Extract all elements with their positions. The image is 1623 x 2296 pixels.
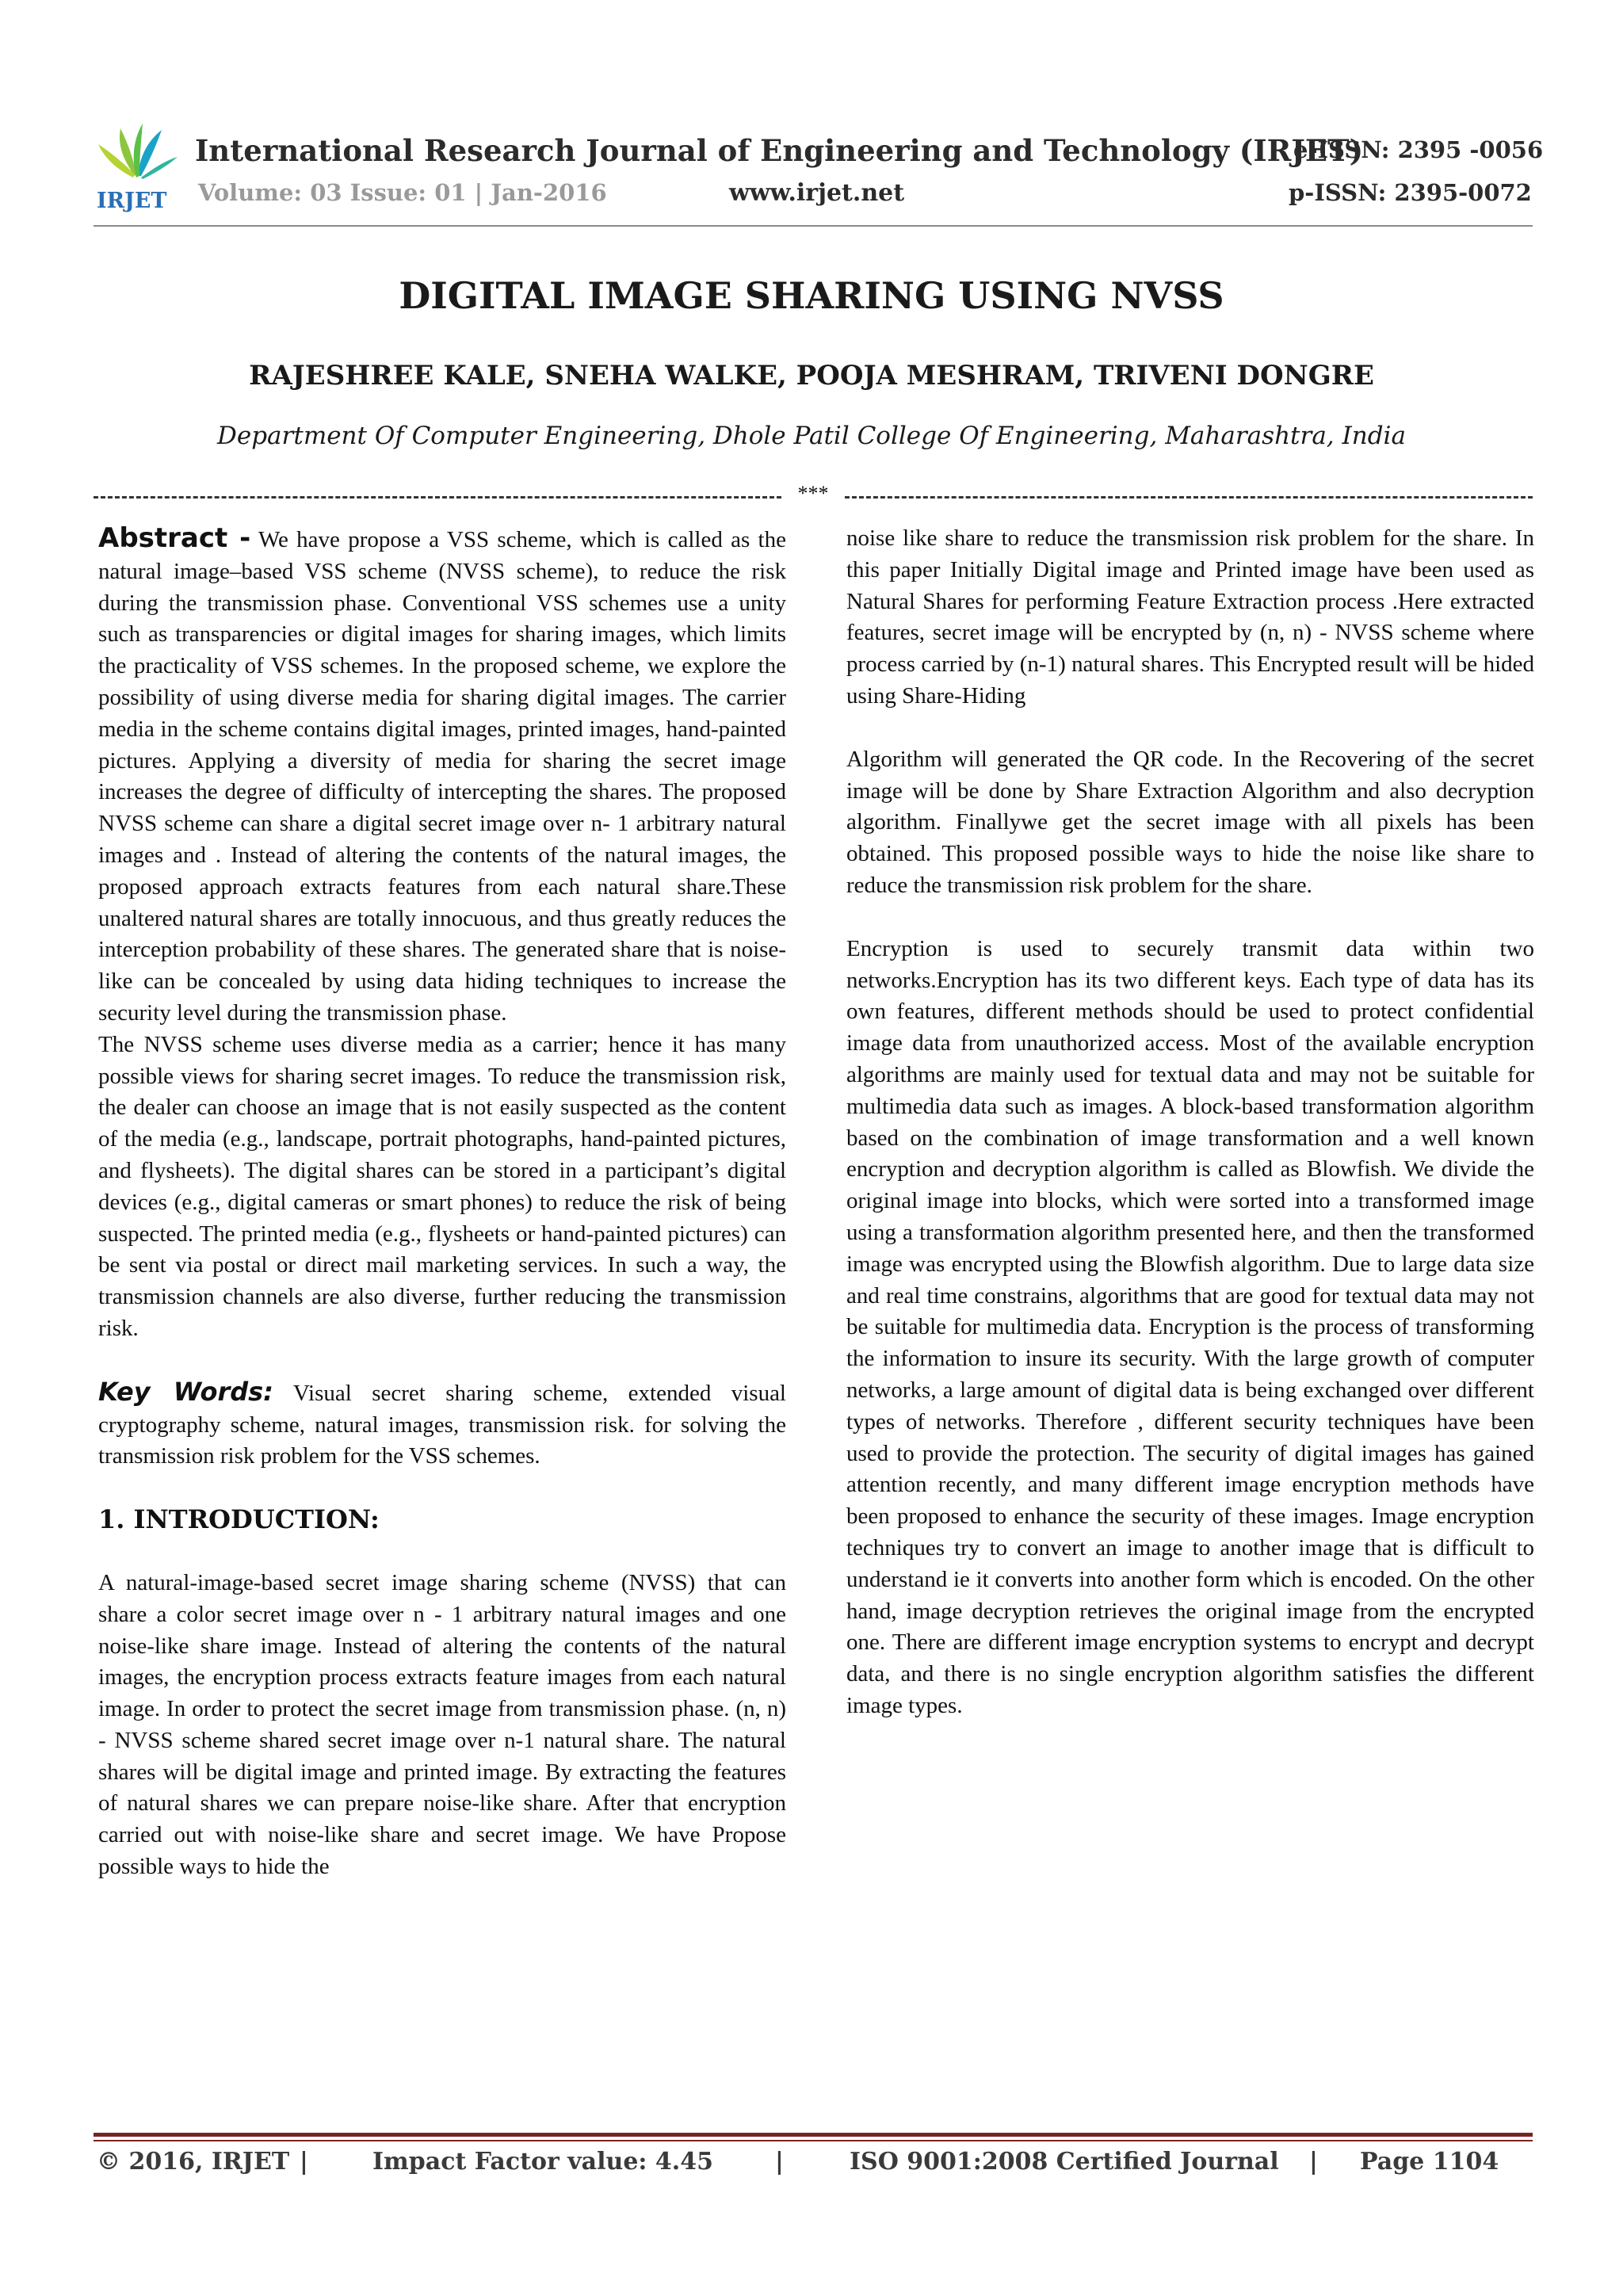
body-paragraph-2: Algorithm will generated the QR code. In the Recovering of the secret image will be done by Share Extraction Algorithm and also decryption algorithm. Finallywe get the secret image with all pixels has been obtained. This proposed possible ways to hide the noise like share to reduce the transmission risk problem for the share. xyxy=(846,746,1534,898)
separator-dash-right xyxy=(845,496,1533,499)
keywords-text: Visual secret sharing scheme, extended visual cryptography scheme, natural images, transmission risk. for solving the transmission risk problem for the VSS schemes. xyxy=(98,1380,786,1469)
spacer xyxy=(98,1345,786,1377)
spacer xyxy=(846,712,1534,744)
footer-divider: | xyxy=(775,2148,784,2176)
footer-rule-thick xyxy=(94,2133,1533,2137)
keywords-label: Key Words: xyxy=(98,1376,273,1407)
introduction-heading: 1. INTRODUCTION: xyxy=(98,1504,380,1535)
body-paragraph-1: noise like share to reduce the transmission risk problem for the share. In this paper Initially Digital image and Printed image have been used as Natural Shares for performing Feature Extraction process .Here extracted features, secret image will be encrypted by (n, n) - NVSS scheme where process carried by (n-1) natural shares. This Encrypted result will be hided using Share-Hiding xyxy=(846,525,1534,709)
footer-impact-factor: Impact Factor value: 4.45 xyxy=(372,2148,713,2176)
footer-divider: | xyxy=(1309,2148,1318,2176)
footer-divider: | xyxy=(300,2148,308,2176)
left-column xyxy=(98,523,786,1883)
spacer xyxy=(98,1536,786,1568)
separator-dash-left xyxy=(94,496,781,499)
footer-rule-thin xyxy=(94,2140,1533,2141)
footer-page-number: Page 1104 xyxy=(1360,2148,1499,2176)
abstract-paragraph-2: The NVSS scheme uses diverse media as a carrier; hence it has many possible views for sharing secret images. To reduce the transmission risk, the dealer can choose an image that is not easily suspected as the content of the media (e.g., landscape, portrait photographs, hand-painted pictures, and flysheets). The digital shares can be stored in a participant’s digital devices (e.g., digital cameras or smart phones) to reduce the risk of being suspected. The printed media (e.g., flysheets or hand-painted pictures) can be sent via postal or direct mail marketing services. In such a way, the transmission channels are also diverse, further reducing the transmission risk. xyxy=(98,1031,786,1341)
abstract-paragraph xyxy=(98,523,786,1030)
footer-iso: ISO 9001:2008 Certified Journal xyxy=(850,2148,1279,2176)
body-paragraph-3: Encryption is used to securely transmit data within two networks.Encryption has its two different keys. Each type of data has its own features, different methods should be used to protect confidential image data from unauthorized access. Most of the available encryption algorithms are mainly used for textual data and may not be suitable for multimedia data such as images. A block-based transformation algorithm based on the combination of image transformation and a well known encryption and decryption algorithm is called as Blowfish. We divide the original image into blocks, which were sorted into a transformed image using a transformation algorithm presented here, and then the transformed image was encrypted using the Blowfish algorithm. Due to large data size and real time constrains, algorithms that are good for textual data may not be suitable for multimedia data. Encryption is the process of transforming the information to insure its security. With the large growth of computer networks, a large amount of digital data is being exchanged over different types of networks. Therefore , different security techniques have been used to provide the protection. The security of digital images has gained attention recently, and many different image encryption methods have been proposed to enhance the security of these images. Image encryption techniques try to convert an image to another image that is difficult to understand ie it converts into another form which is encoded. On the other hand, image decryption retrieves the original image from the encrypted one. There are different image encryption systems to encrypt and decrypt data, and there is no single encryption algorithm satisfies the different image types. xyxy=(846,935,1534,1718)
journal-website[interactable]: www.irjet.net xyxy=(729,179,905,207)
right-column xyxy=(846,523,1534,1722)
footer-copyright: © 2016, IRJET xyxy=(97,2148,290,2176)
p-issn: p-ISSN: 2395-0072 xyxy=(1289,179,1532,206)
paper-title: DIGITAL IMAGE SHARING USING NVSS xyxy=(399,274,1224,317)
abstract-text: We have propose a VSS scheme, which is called as the natural image–based VSS scheme (NVSS scheme), to reduce the risk during the transmission phase. Conventional VSS schemes use a unity such as transparencies or digital images for sharing images, which limits the practicality of VSS schemes. In the proposed scheme, we explore the possibility of using diverse media for sharing digital images. The carrier media in the scheme contains digital images, printed images, hand-painted pictures. Applying a diversity of media for sharing the secret image increases the degree of difficulty of intercepting the shares. The proposed NVSS scheme can share a digital secret image over n- 1 arbitrary natural images and . Instead of altering the contents of the natural images, the proposed approach extracts features from each natural share.These unaltered natural shares are totally innocuous, and thus greatly reduces the interception probability of these shares. The generated share that is noise-like can be concealed by using data hiding techniques to increase the security level during the transmission phase. xyxy=(98,527,786,1026)
paper-authors: RAJESHREE KALE, SNEHA WALKE, POOJA MESHRAM, TRIVENI DONGRE xyxy=(249,360,1374,392)
spacer xyxy=(846,902,1534,934)
irjet-logo xyxy=(94,117,181,212)
keywords-paragraph xyxy=(98,1377,786,1473)
header-divider xyxy=(94,225,1533,227)
volume-issue: Volume: 03 Issue: 01 | Jan-2016 xyxy=(198,179,607,206)
section-separator xyxy=(94,482,1533,505)
abstract-label: Abstract - xyxy=(98,522,251,554)
introduction-paragraph: A natural-image-based secret image sharing scheme (NVSS) that can share a color secret image over n - 1 arbitrary natural images and one noise-like share image. Instead of altering the contents of the natural images, the encryption process extracts feature images from each natural image. In order to protect the secret image from transmission phase. (n, n) - NVSS scheme shared secret image over n-1 natural share. The natural shares will be digital image and printed image. By extracting the features of natural shares we can prepare noise-like share. After that encryption carried out with noise-like share and secret image. We have Propose possible ways to hide the xyxy=(98,1569,786,1880)
e-issn: e-ISSN: 2395 -0056 xyxy=(1293,136,1544,163)
logo-text: IRJET xyxy=(97,189,167,212)
spacer xyxy=(98,1473,786,1504)
separator-stars: *** xyxy=(797,482,829,505)
journal-title: International Research Journal of Engineering and Technology (IRJET) xyxy=(195,133,1364,168)
paper-affiliation: Department Of Computer Engineering, Dhole Patil College Of Engineering, Maharashtra, India xyxy=(217,422,1406,450)
